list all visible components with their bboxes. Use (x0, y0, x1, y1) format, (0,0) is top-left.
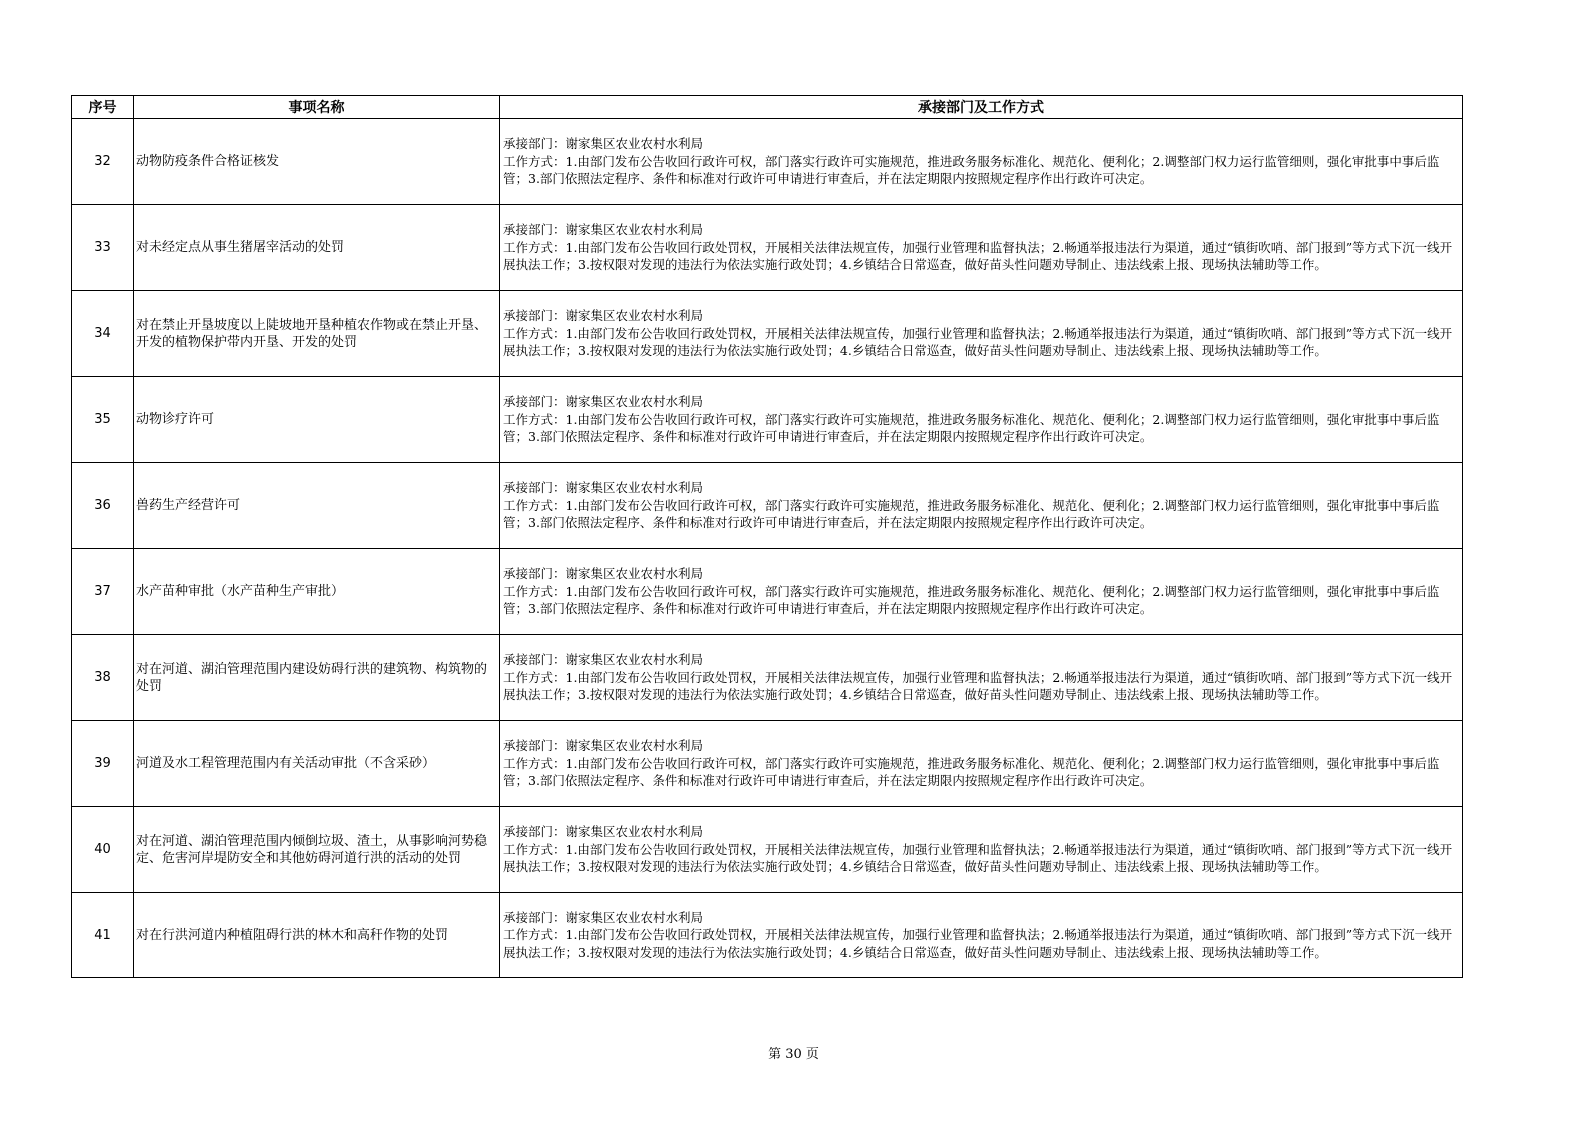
table-row (72, 291, 1463, 377)
row-serial-number: 40 (72, 807, 134, 893)
header-department-and-method: 承接部门及工作方式 (500, 96, 1463, 119)
row-item-name: 对在河道、湖泊管理范围内倾倒垃圾、渣土，从事影响河势稳定、危害河岸堤防安全和其他妨碍河道行洪的活动的处罚 (134, 807, 500, 893)
row-serial-number: 32 (72, 119, 134, 205)
row-department-cell (500, 291, 1463, 377)
row-serial-number: 36 (72, 463, 134, 549)
row-department-cell (500, 377, 1463, 463)
row-department-cell (500, 635, 1463, 721)
row-work-method: 工作方式：1.由部门发布公告收回行政处罚权，开展相关法律法规宣传，加强行业管理和监督执法；2.畅通举报违法行为渠道，通过“镇街吹哨、部门报到”等方式下沉一线开展执法工作；3.按权限对发现的违法行为依法实施行政处罚；4.乡镇结合日常巡查，做好苗头性问题劝导制止、违法线索上报、现场执法辅助等工作。 (503, 927, 1453, 960)
header-item-name: 事项名称 (134, 96, 500, 119)
row-item-name: 动物防疫条件合格证核发 (134, 119, 500, 205)
row-work-method: 工作方式：1.由部门发布公告收回行政许可权，部门落实行政许可实施规范，推进政务服务标准化、规范化、便利化；2.调整部门权力运行监管细则，强化审批事中事后监管；3.部门依照法定程序、条件和标准对行政许可申请进行审查后，并在法定期限内按照规定程序作出行政许可决定。 (503, 583, 1440, 617)
table-row (72, 463, 1463, 549)
row-work-method: 工作方式：1.由部门发布公告收回行政处罚权，开展相关法律法规宣传，加强行业管理和监督执法；2.畅通举报违法行为渠道，通过“镇街吹哨、部门报到”等方式下沉一线开展执法工作；3.按权限对发现的违法行为依法实施行政处罚；4.乡镇结合日常巡查，做好苗头性问题劝导制止、违法线索上报、现场执法辅助等工作。 (503, 841, 1453, 875)
table-body (72, 119, 1463, 978)
row-work-method: 工作方式：1.由部门发布公告收回行政许可权，部门落实行政许可实施规范，推进政务服务标准化、规范化、便利化；2.调整部门权力运行监管细则，强化审批事中事后监管；3.部门依照法定程序、条件和标准对行政许可申请进行审查后，并在法定期限内按照规定程序作出行政许可决定。 (503, 411, 1440, 445)
row-department-cell (500, 721, 1463, 807)
row-work-method: 工作方式：1.由部门发布公告收回行政许可权，部门落实行政许可实施规范，推进政务服务标准化、规范化、便利化；2.调整部门权力运行监管细则，强化审批事中事后监管；3.部门依照法定程序、条件和标准对行政许可申请进行审查后，并在法定期限内按照规定程序作出行政许可决定。 (503, 755, 1440, 789)
row-work-method: 工作方式：1.由部门发布公告收回行政处罚权，开展相关法律法规宣传，加强行业管理和监督执法；2.畅通举报违法行为渠道，通过“镇街吹哨、部门报到”等方式下沉一线开展执法工作；3.按权限对发现的违法行为依法实施行政处罚；4.乡镇结合日常巡查，做好苗头性问题劝导制止、违法线索上报、现场执法辅助等工作。 (503, 239, 1453, 273)
row-department: 承接部门：谢家集区农业农村水利局 (503, 909, 704, 925)
row-department: 承接部门：谢家集区农业农村水利局 (503, 824, 704, 840)
row-work-method: 工作方式：1.由部门发布公告收回行政许可权，部门落实行政许可实施规范，推进政务服务标准化、规范化、便利化；2.调整部门权力运行监管细则，强化审批事中事后监管；3.部门依照法定程序、条件和标准对行政许可申请进行审查后，并在法定期限内按照规定程序作出行政许可决定。 (503, 153, 1440, 187)
items-table (71, 95, 1463, 978)
table-header-row (72, 96, 1463, 119)
row-work-method: 工作方式：1.由部门发布公告收回行政处罚权，开展相关法律法规宣传，加强行业管理和监督执法；2.畅通举报违法行为渠道，通过“镇街吹哨、部门报到”等方式下沉一线开展执法工作；3.按权限对发现的违法行为依法实施行政处罚；4.乡镇结合日常巡查，做好苗头性问题劝导制止、违法线索上报、现场执法辅助等工作。 (503, 669, 1453, 703)
row-department-cell (500, 463, 1463, 549)
row-department: 承接部门：谢家集区农业农村水利局 (503, 480, 704, 496)
row-item-name: 对在行洪河道内种植阻碍行洪的林木和高秆作物的处罚 (134, 893, 500, 978)
row-serial-number: 38 (72, 635, 134, 721)
table-row (72, 721, 1463, 807)
row-department: 承接部门：谢家集区农业农村水利局 (503, 308, 704, 324)
row-item-name: 对在禁止开垦坡度以上陡坡地开垦种植农作物或在禁止开垦、开发的植物保护带内开垦、开发的处罚 (134, 291, 500, 377)
row-department: 承接部门：谢家集区农业农村水利局 (503, 738, 704, 754)
row-item-name: 兽药生产经营许可 (134, 463, 500, 549)
row-department: 承接部门：谢家集区农业农村水利局 (503, 222, 704, 238)
row-serial-number: 34 (72, 291, 134, 377)
table-row (72, 119, 1463, 205)
row-department-cell (500, 119, 1463, 205)
row-department-cell (500, 205, 1463, 291)
row-item-name: 对未经定点从事生猪屠宰活动的处罚 (134, 205, 500, 291)
table-row (72, 807, 1463, 893)
row-serial-number: 39 (72, 721, 134, 807)
row-department: 承接部门：谢家集区农业农村水利局 (503, 394, 704, 410)
row-serial-number: 35 (72, 377, 134, 463)
row-work-method: 工作方式：1.由部门发布公告收回行政处罚权，开展相关法律法规宣传，加强行业管理和监督执法；2.畅通举报违法行为渠道，通过“镇街吹哨、部门报到”等方式下沉一线开展执法工作；3.按权限对发现的违法行为依法实施行政处罚；4.乡镇结合日常巡查，做好苗头性问题劝导制止、违法线索上报、现场执法辅助等工作。 (503, 325, 1453, 359)
page-number-footer: 第 30 页 (768, 1047, 819, 1062)
header-serial-number: 序号 (72, 96, 134, 119)
row-serial-number: 33 (72, 205, 134, 291)
table-row (72, 635, 1463, 721)
row-serial-number: 37 (72, 549, 134, 635)
row-department-cell (500, 807, 1463, 893)
row-item-name: 动物诊疗许可 (134, 377, 500, 463)
row-item-name: 河道及水工程管理范围内有关活动审批（不含采砂） (134, 721, 500, 807)
row-item-name: 水产苗种审批（水产苗种生产审批） (134, 549, 500, 635)
table-row (72, 205, 1463, 291)
table-row (72, 377, 1463, 463)
row-department-cell (500, 893, 1463, 978)
table-row (72, 549, 1463, 635)
row-department: 承接部门：谢家集区农业农村水利局 (503, 566, 704, 582)
row-department-cell (500, 549, 1463, 635)
row-department: 承接部门：谢家集区农业农村水利局 (503, 652, 704, 668)
table-row (72, 893, 1463, 978)
row-work-method: 工作方式：1.由部门发布公告收回行政许可权，部门落实行政许可实施规范，推进政务服务标准化、规范化、便利化；2.调整部门权力运行监管细则，强化审批事中事后监管；3.部门依照法定程序、条件和标准对行政许可申请进行审查后，并在法定期限内按照规定程序作出行政许可决定。 (503, 497, 1440, 531)
row-department: 承接部门：谢家集区农业农村水利局 (503, 136, 704, 152)
row-item-name: 对在河道、湖泊管理范围内建设妨碍行洪的建筑物、构筑物的处罚 (134, 635, 500, 721)
row-serial-number: 41 (72, 893, 134, 978)
